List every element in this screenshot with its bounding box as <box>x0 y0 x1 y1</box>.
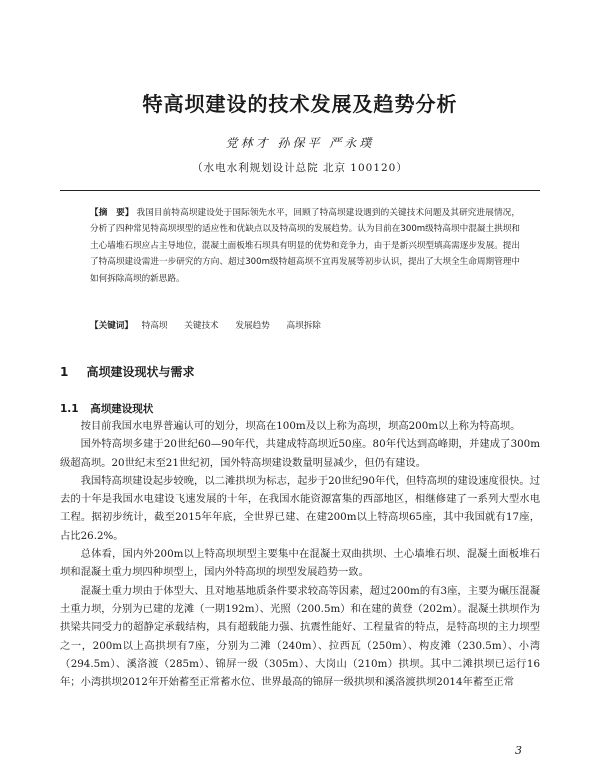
paragraph: 总体看，国内外200m以上特高坝坝型主要集中在混凝土双曲拱坝、土心墙堆石坝、混凝土面板堆石坝和混凝土重力坝四种坝型上，国内外特高坝的坝型发展趋势一致。 <box>60 548 540 579</box>
keyword: 关键技术 <box>184 321 219 331</box>
subsection-number: 1.1 <box>60 403 79 415</box>
header-divider <box>60 190 540 191</box>
keyword: 特高坝 <box>141 321 168 331</box>
subsection-title: 高坝建设现状 <box>90 403 154 415</box>
paragraph: 混凝土重力坝由于体型大、且对地基地质条件要求较高等因素，超过200m的有3座，主要为碾压混凝土重力坝，分别为已建的龙滩（一期192m）、光照（200.5m）和在建的黄登（202m）。混凝土拱坝作为拱梁共同受力的超静定承载结构，具有超载能力强、抗震性能好、工程量省的特点，是特高坝的主力坝型之一，200m以上高拱坝有7座，分别为二滩（240m）、拉西瓦（250m）、构皮滩（230.5m）、小湾（294.5m）、溪洛渡（285m）、锦屏一级（305m）、大岗山（210m）拱坝。其中二滩拱坝已运行16年；小湾拱坝2012年开始蓄至正常蓄水位、世界最高的锦屏一级拱坝和溪洛渡拱坝2014年蓄至正常 <box>60 584 540 689</box>
section-title: 高坝建设现状与需求 <box>86 365 195 379</box>
keywords-label: 【关键词】 <box>90 321 133 331</box>
section-heading <box>60 363 195 380</box>
subsection-heading <box>60 401 153 416</box>
paragraph: 国外特高坝多建于20世纪60—90年代，共建成特高坝近50座。80年代达到高峰期，并建成了300m级超高坝。20世纪末至21世纪初，国外特高坝建设数量明显减少，但仍有建设。 <box>60 438 540 469</box>
author-list: 党林才 孙保平 严永璞 <box>225 136 375 150</box>
paragraph: 我国特高坝建设起步较晚，以二滩拱坝为标志，起步于20世纪90年代，但特高坝的建设速度很快。过去的十年是我国水电建设飞速发展的十年，在我国水能资源富集的西部地区，相继修建了一系列大型水电工程。据初步统计，截至2015年年底，全世界已建、在建200m以上特高坝65座，其中我国就有17座，占比26.2%。 <box>60 474 540 542</box>
keywords-block <box>90 319 520 331</box>
keyword: 高坝拆除 <box>286 321 321 331</box>
section-number: 1 <box>60 365 69 379</box>
paragraph: 按目前我国水电界普遍认可的划分，坝高在100m及以上称为高坝，坝高200m以上称为特高坝。 <box>80 420 521 432</box>
body-text <box>60 417 540 691</box>
paper-title: 特高坝建设的技术发展及趋势分析 <box>142 92 458 116</box>
abstract-text: 我国目前特高坝建设处于国际领先水平，回顾了特高坝建设遇到的关键技术问题及其研究进展情况，分析了四种常见特高坝坝型的适应性和优缺点以及特高坝的发展趋势。认为目前在300m级特高坝中混凝土拱坝和土心墙堆石坝应占主导地位，混凝土面板堆石坝具有明显的优势和竞争力，由于是新兴坝型填高需逐步发展。提出了特高坝建设需进一步研究的方向、超过300m级特超高坝不宜再发展等初步认识，提出了大坝全生命周期管理中如何拆除高坝的新思路。 <box>90 208 520 284</box>
abstract-block <box>90 205 520 287</box>
page-number: 3 <box>515 744 522 757</box>
keyword: 发展趋势 <box>235 321 270 331</box>
author-affiliation: （水电水利规划设计总院 北京 100120） <box>192 162 408 174</box>
abstract-label: 【摘 要】 <box>90 208 134 218</box>
